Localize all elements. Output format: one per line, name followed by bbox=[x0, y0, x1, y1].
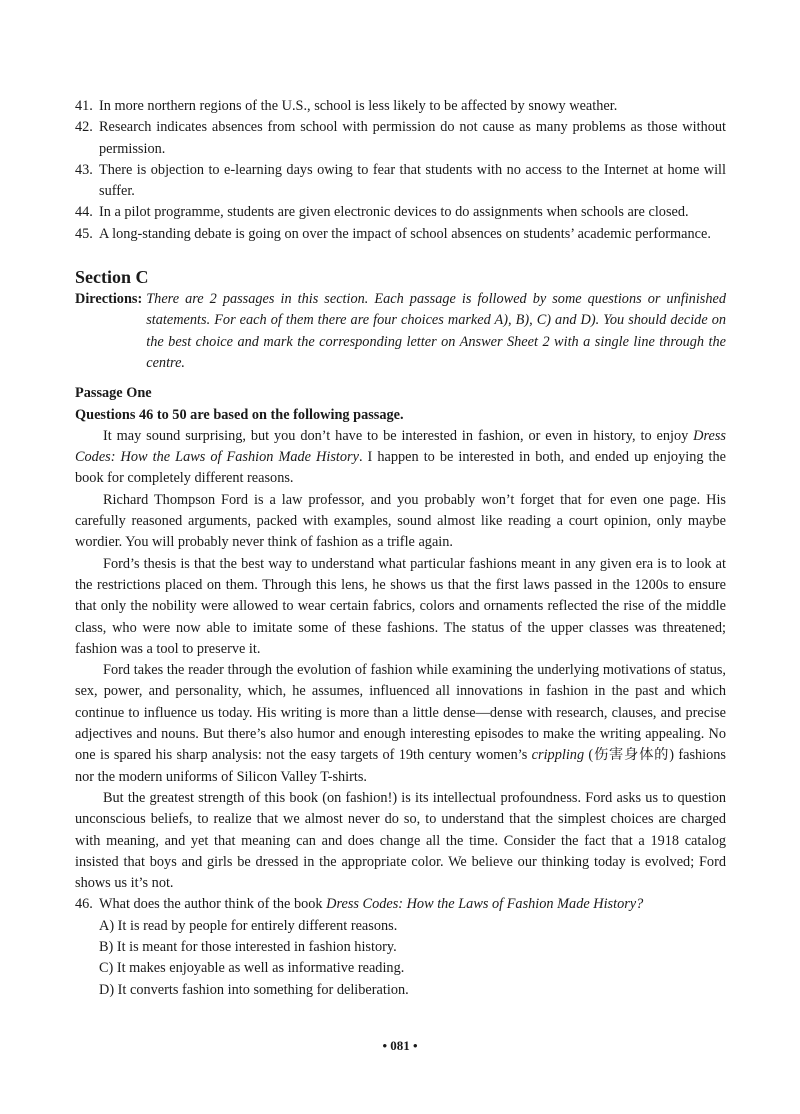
statement-item bbox=[75, 160, 726, 203]
statement-text: There is objection to e-learning days owing to fear that students with no access to the Internet at home will suffer. bbox=[99, 161, 726, 200]
answer-option-c[interactable]: C) It makes enjoyable as well as informative reading. bbox=[99, 960, 405, 977]
book-title: Dress Codes: How the Laws of Fashion Made History bbox=[75, 427, 726, 466]
passage-paragraph-2: Richard Thompson Ford is a law professor, and you probably won’t forget that for even one page. His carefully reasoned arguments, packed with examples, sound almost like reading a court opinion, only maybe wordier. You will probably never think of fashion as a trifle again. bbox=[75, 491, 726, 551]
question-number: 46. bbox=[75, 896, 93, 913]
directions-text: There are 2 passages in this section. Each passage is followed by some questions or unfinished statements. For each of them there are four choices marked A), B), C) and D). You should decide on the best choice and mark the corresponding letter on Answer Sheet 2 with a single line through the centre. bbox=[146, 291, 726, 371]
statement-item bbox=[75, 96, 726, 117]
statements-list bbox=[75, 96, 726, 245]
passage-paragraph-5: But the greatest strength of this book (on fashion!) is its intellectual profoundness. Ford asks us to question unconscious beliefs, to realize that we almost never do so, to understand that the simplest choices are charged with meaning, and yet that meaning can and does change all the time. Consider the fact that a 1918 catalog insisted that boys and girls be dressed in the appropriate color. We believe our thinking today is evolved; Ford shows us it’s not. bbox=[75, 789, 726, 892]
statement-number: 43. bbox=[75, 161, 93, 178]
directions bbox=[75, 289, 726, 374]
statement-item bbox=[75, 202, 726, 223]
statement-item bbox=[75, 224, 726, 245]
chinese-gloss: (伤害身体的) bbox=[584, 747, 674, 764]
statement-item bbox=[75, 117, 726, 160]
passage-paragraph-1: It may sound surprising, but you don’t have to be interested in fashion, or even in history, to enjoy Dress Codes: How the Laws of Fashion Made History. I happen to be interested in both, and ended up enjoying the book for completely different reasons. bbox=[75, 427, 726, 487]
passage-heading: Questions 46 to 50 are based on the following passage. bbox=[75, 406, 404, 423]
statement-text: In a pilot programme, students are given electronic devices to do assignments when schools are closed. bbox=[99, 204, 689, 221]
passage-title: Passage One bbox=[75, 385, 152, 402]
section-title: Section C bbox=[75, 267, 149, 288]
directions-label: Directions: bbox=[75, 291, 143, 308]
answer-option-b[interactable]: B) It is meant for those interested in fashion history. bbox=[99, 938, 397, 955]
statement-number: 41. bbox=[75, 98, 93, 114]
passage-paragraph-4: Ford takes the reader through the evolution of fashion while examining the underlying motivations of status, sex, power, and personality, which, he assumes, influenced all innovations in fashion in the past and which continue to influence us today. His writing is more than a little dense—dense with research, clauses, and precise adjectives and nouns. But there’s also humor and enough interesting episodes to make the writing appealing. No one is spared his sharp analysis: not the easy targets of 19th century women’s crippling (伤害身体的) fashions nor the modern uniforms of Silicon Valley T-shirts. bbox=[75, 662, 726, 785]
statement-text: A long-standing debate is going on over the impact of school absences on students’ academic performance. bbox=[99, 225, 711, 242]
passage-paragraph-3: Ford’s thesis is that the best way to understand what particular fashions meant in any given era is to look at the restrictions placed on them. Through this lens, he shows us that the first laws passed in the 1200s to ensure that only the nobility were allowed to wear certain fabrics, colors and ornaments reflected the rise of the middle class, who were now able to imitate some of these fashions. The status of the upper classes was threatened; fashion was a tool to preserve it. bbox=[75, 555, 726, 657]
italic-term: crippling bbox=[531, 747, 585, 764]
statement-number: 45. bbox=[75, 225, 93, 242]
statement-number: 44. bbox=[75, 204, 93, 221]
question-stem: 46. What does the author think of the book Dress Codes: How the Laws of Fashion Made History? bbox=[75, 894, 726, 915]
statement-text: Research indicates absences from school with permission do not cause as many problems as those without permission. bbox=[99, 119, 726, 157]
statement-number: 42. bbox=[75, 119, 93, 136]
statement-text: In more northern regions of the U.S., school is less likely to be affected by snowy weather. bbox=[99, 98, 618, 114]
page-number: • 081 • bbox=[382, 1038, 418, 1053]
answer-option-d[interactable]: D) It converts fashion into something for deliberation. bbox=[99, 981, 409, 998]
question-book-title: Dress Codes: How the Laws of Fashion Made History? bbox=[326, 896, 644, 913]
answer-option-a[interactable]: A) It is read by people for entirely different reasons. bbox=[99, 917, 398, 934]
